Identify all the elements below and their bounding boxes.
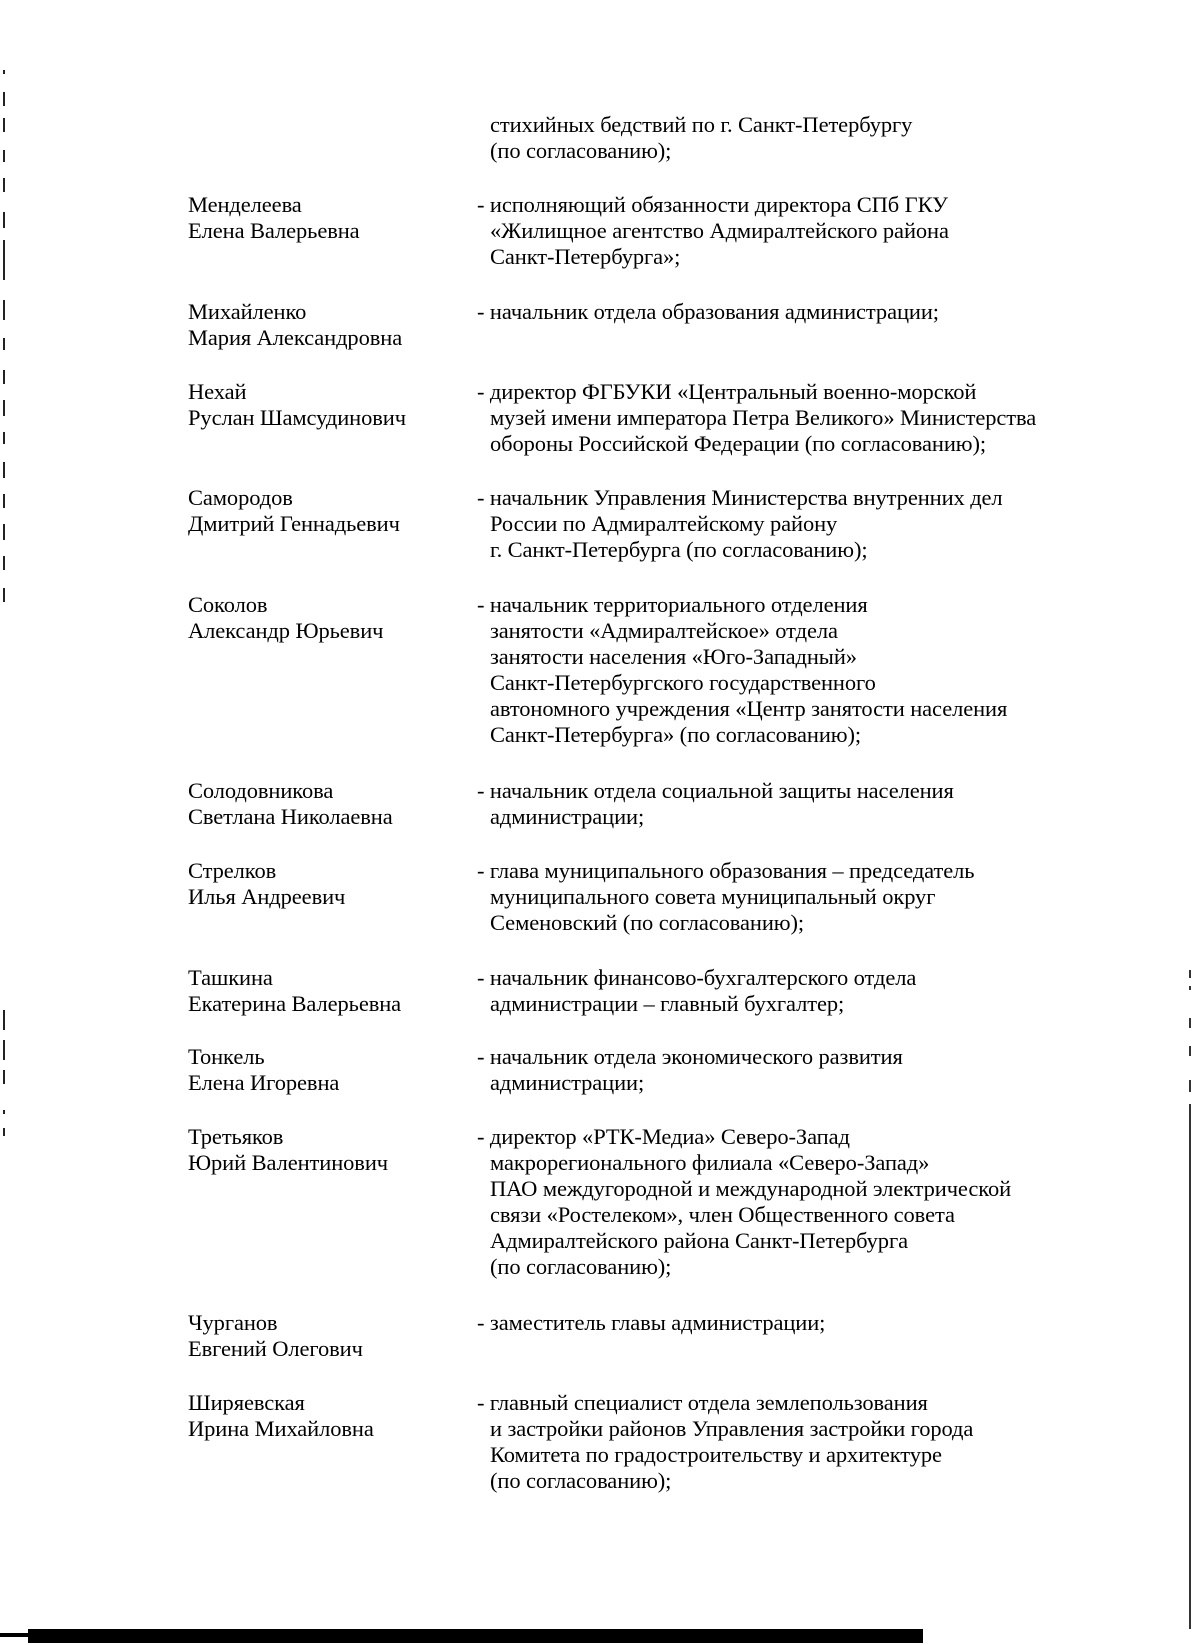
member-position-line: связи «Ростелеком», член Общественного совета <box>490 1202 955 1227</box>
member-position-line: Санкт-Петербургского государственного <box>490 670 876 695</box>
member-position-line: музей имени императора Петра Великого» Министерства <box>490 405 1037 430</box>
scan-edge-mark <box>3 1010 5 1030</box>
member-position-line: ПАО междугородной и международной электрической <box>490 1176 1012 1201</box>
member-given-name: Елена Игоревна <box>188 1070 340 1095</box>
member-given-name: Ирина Михайловна <box>188 1416 374 1441</box>
member-position-line: автономного учреждения «Центр занятости населения <box>490 696 1008 721</box>
member-position-line: Адмиралтейского района Санкт-Петербурга <box>490 1228 908 1253</box>
member-position-line: администрации – главный бухгалтер; <box>490 991 845 1016</box>
scan-edge-mark <box>1189 1046 1191 1056</box>
member-position-line: Семеновский (по согласованию); <box>490 910 805 935</box>
member-position-line: администрации; <box>490 1070 645 1095</box>
member-surname: Менделеева <box>188 192 302 217</box>
member-position-line: макрорегионального филиала «Северо-Запад» <box>490 1150 930 1175</box>
scan-edge-mark <box>3 1110 5 1114</box>
member-surname: Солодовникова <box>188 778 334 803</box>
member-position-line: - заместитель главы администрации; <box>477 1310 826 1335</box>
scan-edge-mark <box>3 240 5 280</box>
scan-bottom-edge <box>0 1633 28 1637</box>
member-given-name: Светлана Николаевна <box>188 804 393 829</box>
scan-edge-mark <box>3 300 5 320</box>
scan-edge-mark <box>3 524 5 540</box>
scan-edge-mark <box>3 370 5 384</box>
scan-edge-mark <box>3 178 5 192</box>
member-surname: Ширяевская <box>188 1390 305 1415</box>
member-surname: Нехай <box>188 379 247 404</box>
scan-edge-mark <box>3 212 5 228</box>
member-position-line: - главный специалист отдела землепользования <box>477 1390 928 1415</box>
member-position-line: - исполняющий обязанности директора СПб ГКУ <box>477 192 948 217</box>
member-given-name: Мария Александровна <box>188 325 403 350</box>
member-position-line: - директор «РТК-Медиа» Северо-Запад <box>477 1124 850 1149</box>
member-surname: Третьяков <box>188 1124 284 1149</box>
member-position-line: г. Санкт-Петербурга (по согласованию); <box>490 537 868 562</box>
scan-edge-mark <box>3 1070 5 1084</box>
scan-edge-mark <box>3 400 5 416</box>
scan-edge-mark <box>3 588 5 602</box>
member-position-line: (по согласованию); <box>490 1254 672 1279</box>
member-position-line: - начальник территориального отделения <box>477 592 868 617</box>
member-position-line: (по согласованию); <box>490 1468 672 1493</box>
member-given-name: Дмитрий Геннадьевич <box>188 511 400 536</box>
member-given-name: Евгений Олегович <box>188 1336 363 1361</box>
member-position-line: администрации; <box>490 804 645 829</box>
member-given-name: Екатерина Валерьевна <box>188 991 402 1016</box>
member-position-line: Санкт-Петербурга» (по согласованию); <box>490 722 862 747</box>
member-position-line: - начальник отдела экономического развития <box>477 1044 903 1069</box>
member-surname: Тонкель <box>188 1044 265 1069</box>
scan-bottom-bar <box>28 1629 923 1643</box>
member-surname: Чурганов <box>188 1310 278 1335</box>
member-position-line: - глава муниципального образования – председатель <box>477 858 975 883</box>
scan-edge-mark <box>3 92 5 106</box>
scan-edge-mark <box>3 462 5 478</box>
scan-edge-mark <box>3 150 5 162</box>
member-given-name: Руслан Шамсудинович <box>188 405 406 430</box>
member-surname: Михайленко <box>188 299 307 324</box>
member-surname: Самородов <box>188 485 293 510</box>
member-position-line: обороны Российской Федерации (по согласованию); <box>490 431 987 456</box>
member-surname: Соколов <box>188 592 268 617</box>
member-position-line: Комитета по градостроительству и архитектуре <box>490 1442 942 1467</box>
scan-edge-mark <box>3 338 5 350</box>
scan-edge-mark <box>3 432 5 444</box>
member-position-line: - начальник финансово-бухгалтерского отдела <box>477 965 917 990</box>
member-position-line: - директор ФГБУКИ «Центральный военно-морской <box>477 379 977 404</box>
member-position-line: Санкт-Петербурга»; <box>490 244 681 269</box>
member-given-name: Юрий Валентинович <box>188 1150 388 1175</box>
member-position-line: занятости «Адмиралтейское» отдела <box>490 618 838 643</box>
member-position-line: «Жилищное агентство Адмиралтейского района <box>490 218 949 243</box>
scan-edge-mark <box>3 1128 5 1136</box>
member-surname: Стрелков <box>188 858 277 883</box>
continuation-line: (по согласованию); <box>490 138 672 163</box>
scan-edge-mark <box>3 556 5 570</box>
scan-edge-mark <box>1189 970 1191 978</box>
member-position-line: и застройки районов Управления застройки города <box>490 1416 974 1441</box>
member-surname: Ташкина <box>188 965 273 990</box>
scan-edge-mark <box>3 494 5 508</box>
continuation-line: стихийных бедствий по г. Санкт-Петербургу <box>490 112 913 137</box>
member-position-line: - начальник отдела социальной защиты населения <box>477 778 954 803</box>
scan-edge-mark <box>1189 1080 1191 1092</box>
member-position-line: - начальник Управления Министерства внутренних дел <box>477 485 1003 510</box>
member-position-line: муниципального совета муниципальный округ <box>490 884 936 909</box>
member-given-name: Александр Юрьевич <box>188 618 384 643</box>
member-position-line: - начальник отдела образования администрации; <box>477 299 939 324</box>
member-given-name: Елена Валерьевна <box>188 218 360 243</box>
member-position-line: России по Адмиралтейскому району <box>490 511 838 536</box>
member-position-line: занятости населения «Юго-Западный» <box>490 644 857 669</box>
scan-edge-mark <box>3 1040 5 1060</box>
member-given-name: Илья Андреевич <box>188 884 346 909</box>
scan-edge-mark <box>1189 986 1191 990</box>
scan-edge-mark <box>1189 1018 1191 1028</box>
scan-edge-mark <box>3 118 5 132</box>
scan-edge-mark <box>3 70 5 74</box>
scan-edge-mark <box>1189 1104 1191 1629</box>
